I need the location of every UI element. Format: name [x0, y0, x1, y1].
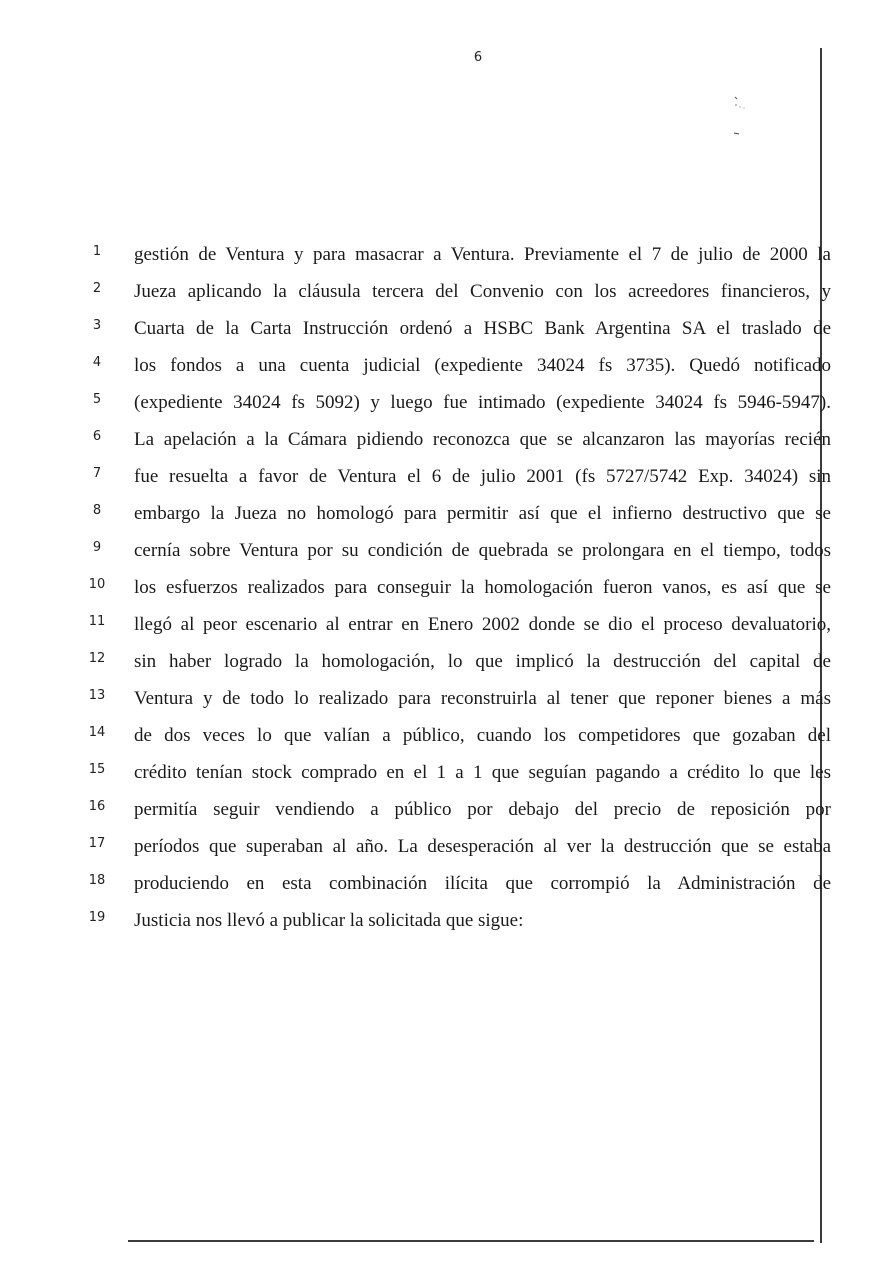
line-text: produciendo en esta combinación ilícita que corrompió la Administración de [134, 873, 831, 894]
line-number: 19 [88, 910, 106, 925]
line-text: de dos veces lo que valían a público, cuando los competidores que gozaban del [134, 725, 831, 746]
line-text: (expediente 34024 fs 5092) y luego fue intimado (expediente 34024 fs 5946-5947). [134, 392, 831, 413]
line-text: fue resuelta a favor de Ventura el 6 de julio 2001 (fs 5727/5742 Exp. 34024) sin [134, 466, 831, 487]
line-text: permitía seguir vendiendo a público por debajo del precio de reposición por [134, 799, 831, 820]
text-line [0, 723, 886, 760]
line-number: 5 [92, 392, 102, 407]
line-text: Cuarta de la Carta Instrucción ordenó a HSBC Bank Argentina SA el traslado de [134, 318, 831, 339]
line-number: 11 [88, 614, 106, 629]
line-number: 14 [88, 725, 106, 740]
text-line [0, 575, 886, 612]
text-line [0, 316, 886, 353]
line-number: 10 [88, 577, 106, 592]
bottom-margin-rule [128, 1240, 814, 1242]
line-number: 17 [88, 836, 106, 851]
line-number: 3 [92, 318, 102, 333]
text-line [0, 279, 886, 316]
line-number: 16 [88, 799, 106, 814]
line-number: 8 [92, 503, 102, 518]
line-text: cernía sobre Ventura por su condición de quebrada se prolongara en el tiempo, todos [134, 540, 831, 561]
text-line [0, 501, 886, 538]
line-number: 12 [88, 651, 106, 666]
line-text: Justicia nos llevó a publicar la solicitada que sigue: [134, 910, 524, 931]
text-line [0, 649, 886, 686]
line-text: Jueza aplicando la cláusula tercera del Convenio con los acreedores financieros, y [134, 281, 831, 302]
line-number: 18 [88, 873, 106, 888]
line-text: La apelación a la Cámara pidiendo reconozca que se alcanzaron las mayorías recién [134, 429, 831, 450]
text-line [0, 612, 886, 649]
text-line [0, 427, 886, 464]
text-line [0, 871, 886, 908]
line-number: 9 [92, 540, 102, 555]
line-number: 13 [88, 688, 106, 703]
text-line [0, 834, 886, 871]
page-number: 6 [473, 50, 483, 65]
line-text: Ventura y de todo lo realizado para reconstruirla al tener que reponer bienes a más [134, 688, 831, 709]
text-line [0, 353, 886, 390]
line-text: períodos que superaban al año. La desesperación al ver la destrucción que se estaba [134, 836, 831, 857]
line-text: sin haber logrado la homologación, lo que implicó la destrucción del capital de [134, 651, 831, 672]
text-line [0, 538, 886, 575]
scan-speck-mark [730, 95, 752, 140]
text-line [0, 464, 886, 501]
line-number: 4 [92, 355, 102, 370]
text-line [0, 908, 886, 945]
text-line [0, 686, 886, 723]
line-text: gestión de Ventura y para masacrar a Ventura. Previamente el 7 de julio de 2000 la [134, 244, 831, 265]
line-number: 2 [92, 281, 102, 296]
line-number: 15 [88, 762, 106, 777]
line-number: 1 [92, 244, 102, 259]
line-text: llegó al peor escenario al entrar en Enero 2002 donde se dio el proceso devaluatorio, [134, 614, 831, 635]
line-text: embargo la Jueza no homologó para permitir así que el infierno destructivo que se [134, 503, 831, 524]
numbered-lines [0, 242, 886, 945]
line-text: los fondos a una cuenta judicial (expediente 34024 fs 3735). Quedó notificado [134, 355, 831, 376]
text-line [0, 797, 886, 834]
line-text: los esfuerzos realizados para conseguir la homologación fueron vanos, es así que se [134, 577, 831, 598]
text-line [0, 242, 886, 279]
line-number: 6 [92, 429, 102, 444]
line-number: 7 [92, 466, 102, 481]
line-text: crédito tenían stock comprado en el 1 a 1 que seguían pagando a crédito lo que les [134, 762, 831, 783]
text-line [0, 390, 886, 427]
text-line [0, 760, 886, 797]
